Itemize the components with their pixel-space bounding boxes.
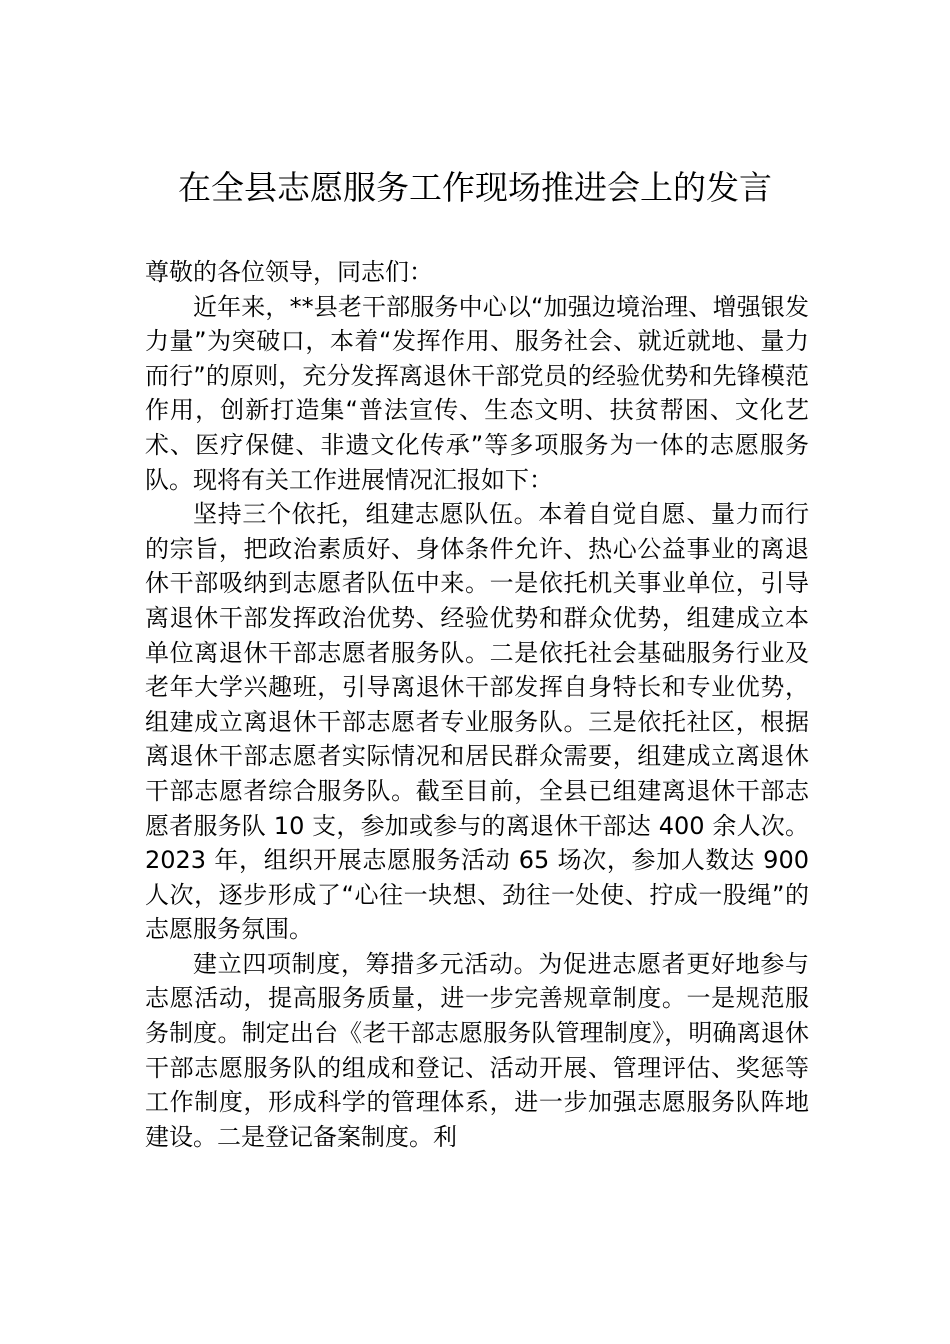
document-body	[145, 255, 809, 1154]
paragraph-four-systems: 建立四项制度，筹措多元活动。为促进志愿者更好地参与志愿活动，提高服务质量，进一步完善规章制度。一是规范服务制度。制定出台《老干部志愿服务队管理制度》，明确离退休干部志愿服务队的组成和登记、活动开展、管理评估、奖惩等工作制度，形成科学的管理体系，进一步加强志愿服务队阵地建设。二是登记备案制度。利	[145, 949, 809, 1151]
paragraph-volunteer-teams: 坚持三个依托，组建志愿队伍。本着自觉自愿、量力而行的宗旨，把政治素质好、身体条件允许、热心公益事业的离退休干部吸纳到志愿者队伍中来。一是依托机关事业单位，引导离退休干部发挥政治优势、经验优势和群众优势，组建成立本单位离退休干部志愿者服务队。二是依托社会基础服务行业及老年大学兴趣班，引导离退休干部发挥自身特长和专业优势，组建成立离退休干部志愿者专业服务队。三是依托社区，根据离退休干部志愿者实际情况和居民群众需要，组建成立离退休干部志愿者综合服务队。截至目前，全县已组建离退休干部志愿者服务队 10 支，参加或参与的离退休干部达 400 余人次。2023 年，组织开展志愿服务活动 65 场次，参加人数达 900 人次，逐步形成了“心往一块想、劲往一处使、拧成一股绳”的志愿服务氛围。	[145, 500, 809, 944]
paragraph-intro: 近年来，**县老干部服务中心以“加强边境治理、增强银发力量”为突破口，本着“发挥作用、服务社会、就近就地、量力而行”的原则，充分发挥离退休干部党员的经验优势和先锋模范作用，创新打造集“普法宣传、生态文明、扶贫帮困、文化艺术、医疗保健、非遗文化传承”等多项服务为一体的志愿服务队。现将有关工作进展情况汇报如下：	[145, 292, 809, 494]
document-title: 在全县志愿服务工作现场推进会上的发言	[178, 168, 772, 207]
salutation: 尊敬的各位领导，同志们：	[145, 258, 433, 286]
